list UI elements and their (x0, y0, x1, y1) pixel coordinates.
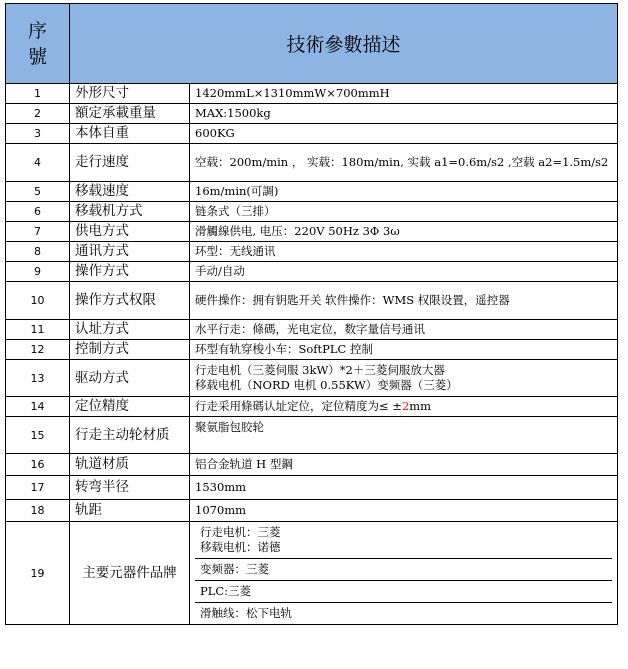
row-item: 行走主动轮材质 (70, 417, 190, 454)
row-number: 4 (6, 144, 70, 182)
row-item: 轨道材质 (70, 454, 190, 476)
row-value: 1420mmL×1310mmW×700mmH (190, 84, 618, 104)
row-number: 18 (6, 500, 70, 522)
row-value: 铝合金轨道 H 型鋼 (190, 454, 618, 476)
header-serial (6, 4, 70, 84)
row-number: 17 (6, 476, 70, 500)
header-serial-text: 序號 (28, 19, 48, 68)
table-row (6, 397, 618, 417)
row-item: 操作方式权限 (70, 282, 190, 320)
row-value: 环型：无线通讯 (190, 242, 618, 262)
row-value: MAX:1500kg (190, 104, 618, 124)
value-highlight: 2 (401, 399, 410, 413)
row-item: 转弯半径 (70, 476, 190, 500)
row-value: 1070mm (190, 500, 618, 522)
table-row (6, 417, 618, 454)
row-item: 移载速度 (70, 182, 190, 202)
row-number: 5 (6, 182, 70, 202)
value-line: 移载电机（NORD 电机 0.55KW）变频器（三菱） (195, 378, 458, 392)
value-suffix: mm (409, 399, 432, 413)
brand-item: PLC:三菱 (195, 580, 612, 602)
row-number: 13 (6, 360, 70, 397)
row-value: 空载：200m/min ， 实载：180m/min, 实载 a1=0.6m/s2 ,空载 a2=1.5m/s2 (190, 144, 618, 182)
table-row (6, 202, 618, 222)
table-row (6, 222, 618, 242)
header-row (6, 4, 618, 84)
table-row (6, 522, 618, 625)
table-row (6, 242, 618, 262)
row-item: 定位精度 (70, 397, 190, 417)
row-value: 600KG (190, 124, 618, 144)
row-number: 15 (6, 417, 70, 454)
table-row (6, 182, 618, 202)
table-row (6, 454, 618, 476)
row-number: 11 (6, 320, 70, 340)
row-number: 10 (6, 282, 70, 320)
row-item: 供电方式 (70, 222, 190, 242)
row-item: 外形尺寸 (70, 84, 190, 104)
brand-item: 滑触线：松下电轨 (195, 602, 612, 624)
table-row (6, 144, 618, 182)
brand-item: 变频器：三菱 (195, 558, 612, 580)
row-item: 驱动方式 (70, 360, 190, 397)
table-row (6, 104, 618, 124)
row-number: 12 (6, 340, 70, 360)
row-number: 6 (6, 202, 70, 222)
row-number: 19 (6, 522, 70, 625)
row-item: 认址方式 (70, 320, 190, 340)
row-item: 控制方式 (70, 340, 190, 360)
row-value (190, 397, 618, 417)
value-line: 行走电机（三菱伺服 3kW）*2＋三菱伺服放大器 (195, 363, 445, 377)
row-number: 14 (6, 397, 70, 417)
row-value: 滑觸線供电, 电压：220V 50Hz 3Φ 3ω (190, 222, 618, 242)
row-item: 轨距 (70, 500, 190, 522)
brand-group (195, 522, 612, 558)
table-row (6, 476, 618, 500)
table-row (6, 320, 618, 340)
table-row (6, 500, 618, 522)
row-item: 主要元器件品牌 (70, 522, 190, 625)
row-number: 7 (6, 222, 70, 242)
row-value: 硬件操作：拥有钥匙开关 软件操作：WMS 权限设置，遥控器 (190, 282, 618, 320)
value-prefix: 行走采用條碼认址定位，定位精度为≤ ± (195, 399, 402, 413)
table-row (6, 282, 618, 320)
row-item: 本体自重 (70, 124, 190, 144)
row-item: 操作方式 (70, 262, 190, 282)
row-item: 額定承載重量 (70, 104, 190, 124)
table-row (6, 84, 618, 104)
spec-table (5, 3, 618, 625)
header-title: 技術參數描述 (70, 4, 618, 84)
row-item: 通讯方式 (70, 242, 190, 262)
row-value: 1530mm (190, 476, 618, 500)
row-number: 3 (6, 124, 70, 144)
table-row (6, 360, 618, 397)
brand-list (190, 522, 618, 625)
row-value: 水平行走：條碼，光电定位，数字量信号通讯 (190, 320, 618, 340)
row-number: 16 (6, 454, 70, 476)
row-value: 手动/自动 (190, 262, 618, 282)
row-number: 1 (6, 84, 70, 104)
row-item: 走行速度 (70, 144, 190, 182)
row-number: 2 (6, 104, 70, 124)
row-value: 链条式（三排） (190, 202, 618, 222)
row-item: 移载机方式 (70, 202, 190, 222)
table-row (6, 262, 618, 282)
row-number: 9 (6, 262, 70, 282)
brand-item: 移载电机：诺德 (200, 540, 281, 554)
row-value: 环型有轨穿梭小车：SoftPLC 控制 (190, 340, 618, 360)
row-value (190, 360, 618, 397)
brand-item: 行走电机：三菱 (200, 525, 281, 539)
row-number: 8 (6, 242, 70, 262)
table-row (6, 124, 618, 144)
table-row (6, 340, 618, 360)
row-value: 16m/min(可調) (190, 182, 618, 202)
row-value: 聚氨脂包胶轮 (190, 417, 618, 454)
